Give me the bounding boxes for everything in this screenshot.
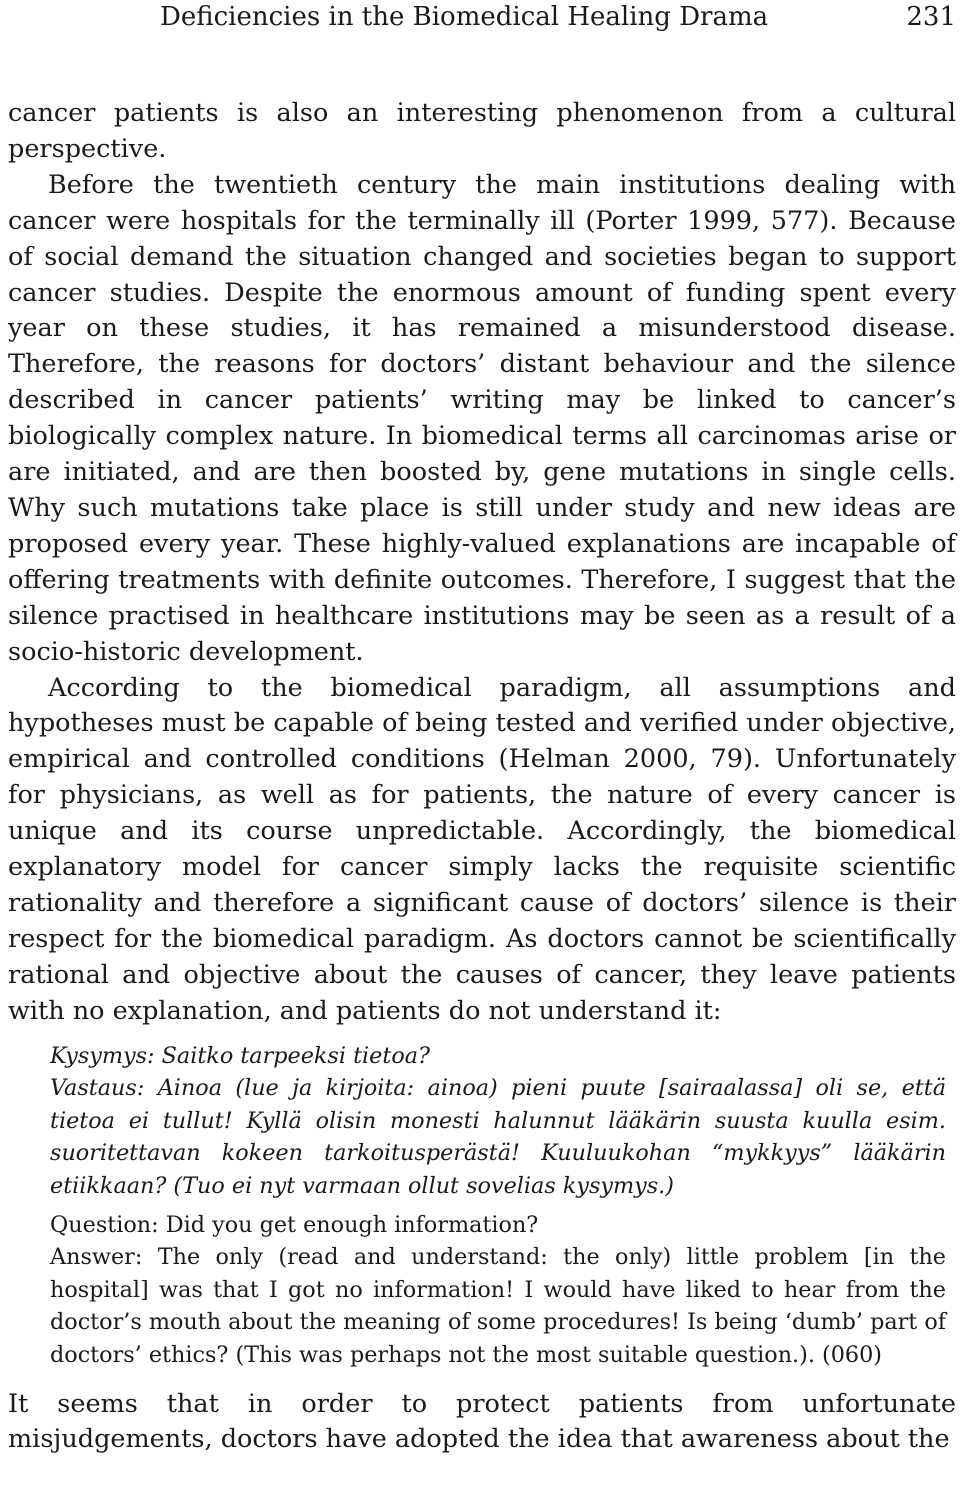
closing-text [8, 1387, 956, 1459]
main-text [8, 96, 956, 1030]
running-title: Deficiencies in the Biomedical Healing Drama [160, 2, 769, 32]
paragraph: Before the twentieth century the main institutions dealing with cancer were hospitals for the terminally ill (Porter 1999, 577). Because of social demand the situation changed and societies began to support cancer studies. Despite the enormous amount of funding spent every year on these studies, it has remained a misunderstood disease. Therefore, the reasons for doctors’ distant behaviour and the silence described in cancer patients’ writing may be linked to cancer’s biologically complex nature. In biomedical terms all carcinomas arise or are initiated, and are then boosted by, gene mutations in single cells. Why such mutations take place is still under study and new ideas are proposed every year. These highly-valued explanations are incapable of offering treatments with definite outcomes. Therefore, I suggest that the silence practised in healthcare institutions may be seen as a result of a socio-historic development. [8, 169, 956, 667]
paragraph: cancer patients is also an interesting phenomenon from a cultural perspective. [8, 98, 956, 164]
quote-english-answer: Answer: The only (read and understand: the only) little problem [in the hospital] was that I got no information! I would have liked to hear from the doctor’s mouth about the meaning of some procedures! Is being ‘dumb’ part of doctors’ ethics? (This was perhaps not the most suitable question.). (060) [50, 1244, 947, 1368]
page-number: 231 [906, 2, 956, 32]
quote-finnish-question: Kysymys: Saitko tarpeeksi tietoa? [50, 1042, 430, 1069]
running-header [8, 0, 956, 62]
book-page [8, 0, 956, 1458]
quote-english-question: Question: Did you get enough information? [50, 1211, 539, 1238]
quote-finnish-answer: Vastaus: Ainoa (lue ja kirjoita: ainoa) pieni puute [sairaalassa] oli se, että tietoa ei tullut! Kyllä olisin monesti halunnut lääkärin suusta kuulla esim. suoritettavan kokeen tarkoitusperästä! Kuuluukohan “mykkyys” lääkärin etiikkaan? (Tuo ei nyt varmaan ollut sovelias kysymys.) [50, 1075, 946, 1199]
paragraph: According to the biomedical paradigm, all assumptions and hypotheses must be capable of being tested and verified under objective, empirical and controlled conditions (Helman 2000, 79). Unfortunately for physicians, as well as for patients, the nature of every cancer is unique and its course unpredictable. Accordingly, the biomedical explanatory model for cancer simply lacks the requisite scientific rationality and therefore a significant cause of doctors’ silence is their respect for the biomedical paradigm. As doctors cannot be scientifically rational and objective about the causes of cancer, they leave patients with no explanation, and patients do not understand it: [8, 672, 956, 1026]
paragraph: It seems that in order to protect patients from unfortunate misjudgements, doctors have adopted the idea that awareness about the [8, 1388, 956, 1455]
block-quote [50, 1040, 946, 1372]
